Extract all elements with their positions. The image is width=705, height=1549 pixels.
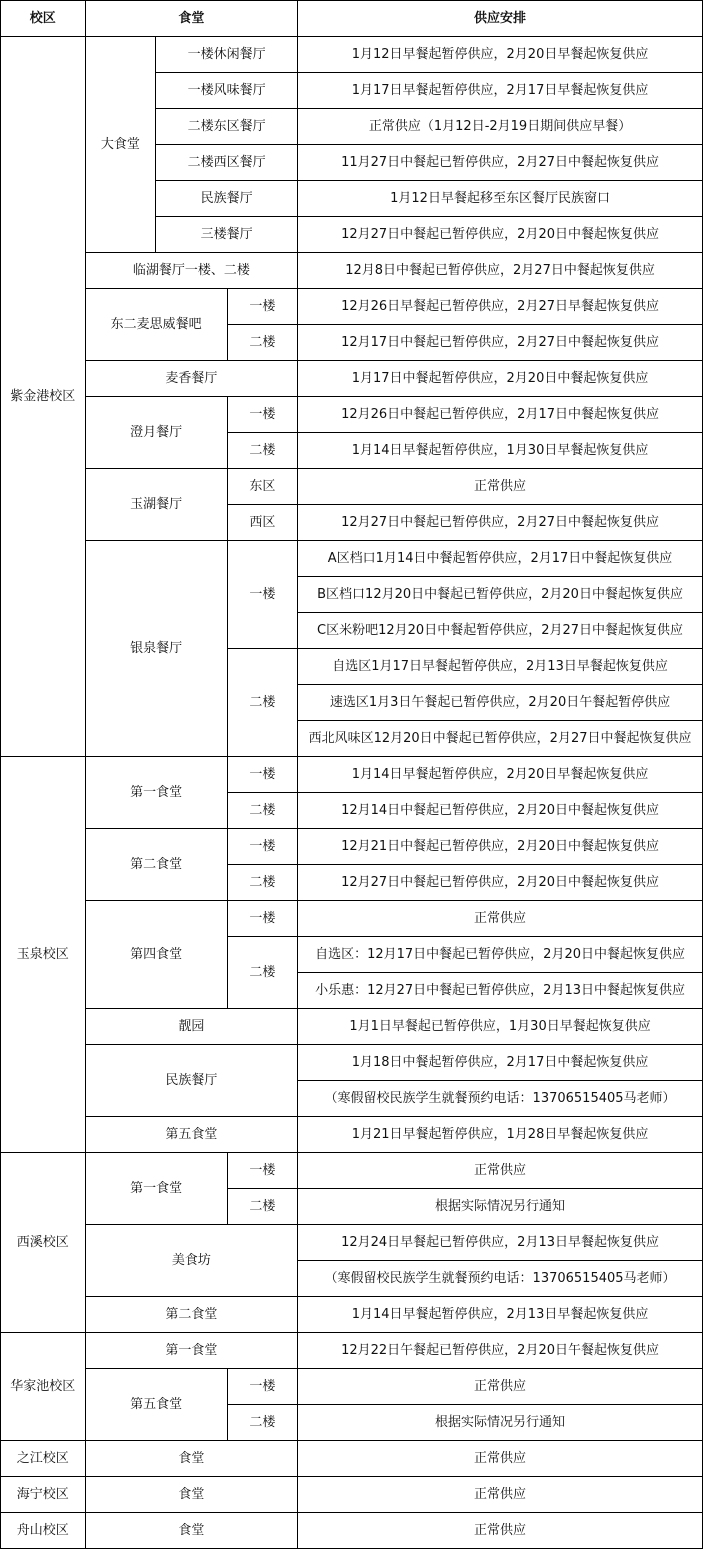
sub-canteen-cell: 一楼休闲餐厅 xyxy=(156,37,298,73)
floor-cell: 一楼 xyxy=(227,397,298,433)
campus-cell: 舟山校区 xyxy=(1,1513,86,1549)
table-row xyxy=(1,541,703,577)
schedule-cell: 正常供应 xyxy=(298,1369,703,1405)
canteen-cell: 银泉餐厅 xyxy=(85,541,227,757)
canteen-cell: 食堂 xyxy=(85,1513,298,1549)
canteen-cell: 第一食堂 xyxy=(85,1153,227,1225)
floor-cell: 一楼 xyxy=(227,541,298,649)
sub-canteen-cell: 民族餐厅 xyxy=(156,181,298,217)
schedule-cell: （寒假留校民族学生就餐预约电话：13706515405马老师） xyxy=(298,1081,703,1117)
table-row xyxy=(1,361,703,397)
schedule-cell: 正常供应 xyxy=(298,1513,703,1549)
campus-cell: 西溪校区 xyxy=(1,1153,86,1333)
canteen-cell: 第五食堂 xyxy=(85,1369,227,1441)
table-row xyxy=(1,1045,703,1081)
header-canteen: 食堂 xyxy=(85,1,298,37)
schedule-cell: 12月22日午餐起已暂停供应，2月20日午餐起恢复供应 xyxy=(298,1333,703,1369)
schedule-cell: 12月26日早餐起已暂停供应，2月27日早餐起恢复供应 xyxy=(298,289,703,325)
schedule-cell: 正常供应 xyxy=(298,1153,703,1189)
schedule-cell: 12月8日中餐起已暂停供应，2月27日中餐起恢复供应 xyxy=(298,253,703,289)
table-row xyxy=(1,1441,703,1477)
floor-cell: 二楼 xyxy=(227,325,298,361)
schedule-cell: 1月12日早餐起移至东区餐厅民族窗口 xyxy=(298,181,703,217)
floor-cell: 二楼 xyxy=(227,649,298,757)
table-row xyxy=(1,289,703,325)
canteen-cell: 靓园 xyxy=(85,1009,298,1045)
schedule-cell: 1月17日早餐起暂停供应，2月17日早餐起恢复供应 xyxy=(298,73,703,109)
campus-cell: 玉泉校区 xyxy=(1,757,86,1153)
schedule-cell: 12月21日中餐起已暂停供应，2月20日中餐起恢复供应 xyxy=(298,829,703,865)
canteen-cell: 澄月餐厅 xyxy=(85,397,227,469)
floor-cell: 一楼 xyxy=(227,1153,298,1189)
campus-cell: 海宁校区 xyxy=(1,1477,86,1513)
table-row xyxy=(1,901,703,937)
table-row xyxy=(1,1477,703,1513)
table-row xyxy=(1,253,703,289)
campus-cell: 之江校区 xyxy=(1,1441,86,1477)
canteen-cell: 第一食堂 xyxy=(85,757,227,829)
canteen-cell: 第二食堂 xyxy=(85,1297,298,1333)
canteen-cell: 第一食堂 xyxy=(85,1333,298,1369)
schedule-cell: A区档口1月14日中餐起暂停供应，2月17日中餐起恢复供应 xyxy=(298,541,703,577)
floor-cell: 东区 xyxy=(227,469,298,505)
table-row xyxy=(1,1369,703,1405)
schedule-cell: 1月1日早餐起已暂停供应，1月30日早餐起恢复供应 xyxy=(298,1009,703,1045)
schedule-cell: 1月14日早餐起暂停供应，2月13日早餐起恢复供应 xyxy=(298,1297,703,1333)
floor-cell: 一楼 xyxy=(227,829,298,865)
sub-canteen-cell: 二楼西区餐厅 xyxy=(156,145,298,181)
floor-cell: 二楼 xyxy=(227,1405,298,1441)
canteen-cell: 民族餐厅 xyxy=(85,1045,298,1117)
canteen-cell: 食堂 xyxy=(85,1441,298,1477)
schedule-cell: C区米粉吧12月20日中餐起暂停供应，2月27日中餐起恢复供应 xyxy=(298,613,703,649)
schedule-cell: B区档口12月20日中餐起已暂停供应，2月20日中餐起恢复供应 xyxy=(298,577,703,613)
table-row xyxy=(1,469,703,505)
schedule-cell: 自选区：12月17日中餐起已暂停供应，2月20日中餐起恢复供应 xyxy=(298,937,703,973)
table-row xyxy=(1,1297,703,1333)
schedule-cell: 1月21日早餐起暂停供应，1月28日早餐起恢复供应 xyxy=(298,1117,703,1153)
schedule-cell: 12月27日中餐起已暂停供应，2月20日中餐起恢复供应 xyxy=(298,865,703,901)
table-row xyxy=(1,757,703,793)
schedule-cell: 12月24日早餐起已暂停供应，2月13日早餐起恢复供应 xyxy=(298,1225,703,1261)
schedule-cell: （寒假留校民族学生就餐预约电话：13706515405马老师） xyxy=(298,1261,703,1297)
floor-cell: 西区 xyxy=(227,505,298,541)
canteen-cell: 第五食堂 xyxy=(85,1117,298,1153)
schedule-cell: 12月14日中餐起已暂停供应，2月20日中餐起恢复供应 xyxy=(298,793,703,829)
schedule-cell: 1月14日早餐起暂停供应，1月30日早餐起恢复供应 xyxy=(298,433,703,469)
schedule-cell: 1月14日早餐起暂停供应，2月20日早餐起恢复供应 xyxy=(298,757,703,793)
sub-canteen-cell: 一楼风味餐厅 xyxy=(156,73,298,109)
canteen-cell: 临湖餐厅一楼、二楼 xyxy=(85,253,298,289)
schedule-cell: 1月12日早餐起暂停供应，2月20日早餐起恢复供应 xyxy=(298,37,703,73)
sub-canteen-cell: 二楼东区餐厅 xyxy=(156,109,298,145)
table-row xyxy=(1,1513,703,1549)
floor-cell: 一楼 xyxy=(227,757,298,793)
floor-cell: 二楼 xyxy=(227,1189,298,1225)
canteen-cell: 玉湖餐厅 xyxy=(85,469,227,541)
table-row xyxy=(1,1225,703,1261)
header-campus: 校区 xyxy=(1,1,86,37)
floor-cell: 一楼 xyxy=(227,901,298,937)
floor-cell: 二楼 xyxy=(227,433,298,469)
schedule-cell: 速选区1月3日午餐起已暂停供应，2月20日午餐起暂停供应 xyxy=(298,685,703,721)
schedule-cell: 1月18日中餐起暂停供应，2月17日中餐起恢复供应 xyxy=(298,1045,703,1081)
campus-cell: 华家池校区 xyxy=(1,1333,86,1441)
schedule-cell: 12月27日中餐起已暂停供应，2月27日中餐起恢复供应 xyxy=(298,505,703,541)
schedule-cell: 根据实际情况另行通知 xyxy=(298,1405,703,1441)
campus-cell: 紫金港校区 xyxy=(1,37,86,757)
schedule-cell: 12月26日中餐起已暂停供应，2月17日中餐起恢复供应 xyxy=(298,397,703,433)
schedule-cell: 正常供应 xyxy=(298,901,703,937)
floor-cell: 一楼 xyxy=(227,289,298,325)
schedule-cell: 正常供应（1月12日-2月19日期间供应早餐） xyxy=(298,109,703,145)
floor-cell: 二楼 xyxy=(227,793,298,829)
floor-cell: 二楼 xyxy=(227,937,298,1009)
floor-cell: 一楼 xyxy=(227,1369,298,1405)
schedule-cell: 正常供应 xyxy=(298,1477,703,1513)
table-row xyxy=(1,829,703,865)
schedule-cell: 正常供应 xyxy=(298,469,703,505)
canteen-cell: 第二食堂 xyxy=(85,829,227,901)
canteen-cell: 美食坊 xyxy=(85,1225,298,1297)
table-row xyxy=(1,1009,703,1045)
schedule-cell: 正常供应 xyxy=(298,1441,703,1477)
schedule-cell: 小乐惠：12月27日中餐起已暂停供应，2月13日中餐起恢复供应 xyxy=(298,973,703,1009)
schedule-cell: 1月17日中餐起暂停供应，2月20日中餐起恢复供应 xyxy=(298,361,703,397)
schedule-cell: 自选区1月17日早餐起暂停供应，2月13日早餐起恢复供应 xyxy=(298,649,703,685)
canteen-cell: 麦香餐厅 xyxy=(85,361,298,397)
table-row xyxy=(1,1117,703,1153)
canteen-cell: 食堂 xyxy=(85,1477,298,1513)
table-row xyxy=(1,397,703,433)
schedule-cell: 11月27日中餐起已暂停供应，2月27日中餐起恢复供应 xyxy=(298,145,703,181)
table-header-row xyxy=(1,1,703,37)
canteen-cell: 大食堂 xyxy=(85,37,155,253)
canteen-cell: 第四食堂 xyxy=(85,901,227,1009)
table-row xyxy=(1,1153,703,1189)
header-schedule: 供应安排 xyxy=(298,1,703,37)
floor-cell: 二楼 xyxy=(227,865,298,901)
table-row xyxy=(1,37,703,73)
canteen-cell: 东二麦思威餐吧 xyxy=(85,289,227,361)
schedule-cell: 西北风味区12月20日中餐起已暂停供应，2月27日中餐起恢复供应 xyxy=(298,721,703,757)
schedule-cell: 根据实际情况另行通知 xyxy=(298,1189,703,1225)
sub-canteen-cell: 三楼餐厅 xyxy=(156,217,298,253)
schedule-cell: 12月27日中餐起已暂停供应，2月20日中餐起恢复供应 xyxy=(298,217,703,253)
schedule-cell: 12月17日中餐起已暂停供应，2月27日中餐起恢复供应 xyxy=(298,325,703,361)
table-row xyxy=(1,1333,703,1369)
